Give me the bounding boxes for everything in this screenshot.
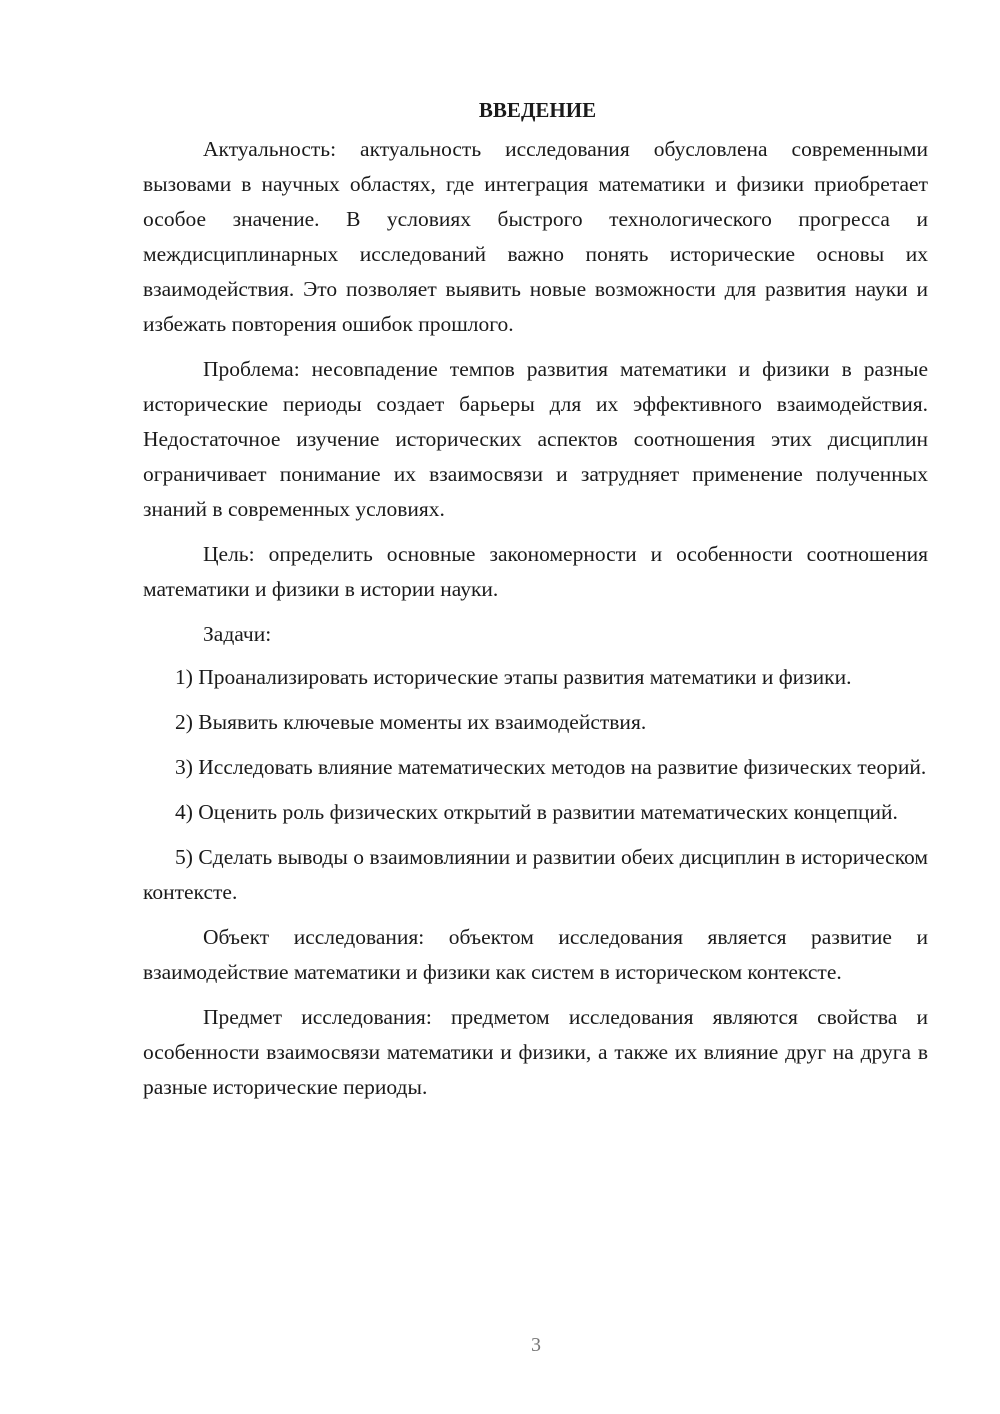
section-title: ВВЕДЕНИЕ: [478, 98, 597, 122]
paragraph-goal: Цель: определить основные закономерности и особенности соотношения математики и физики в истории науки.: [143, 542, 928, 601]
tasks-list: [143, 660, 928, 910]
paragraph-subject: Предмет исследования: предметом исследования являются свойства и особенности взаимосвязи математики и физики, а также их влияние друг на друга в разные исторические периоды.: [143, 1005, 928, 1099]
page-number: 3: [531, 1334, 541, 1356]
paragraph-relevance: Актуальность: актуальность исследования обусловлена современными вызовами в научных областях, где интеграция математики и физики приобретает особое значение. В условиях быстрого технологического прогресса и междисциплинарных исследований важно понять исторические основы их взаимодействия. Это позволяет выявить новые возможности для развития науки и избежать повторения ошибок прошлого.: [143, 137, 928, 336]
document-page: [143, 96, 928, 1115]
paragraph-problem: Проблема: несовпадение темпов развития математики и физики в разные исторические периоды создает барьеры для их эффективного взаимодействия. Недостаточное изучение исторических аспектов соотношения этих дисциплин ограничивает понимание их взаимосвязи и затрудняет применение полученных знаний в современных условиях.: [143, 357, 928, 521]
task-item-4: 4) Оценить роль физических открытий в развитии математических концепций.: [175, 800, 898, 824]
task-item-2: 2) Выявить ключевые моменты их взаимодействия.: [175, 710, 647, 734]
task-item-1: 1) Проанализировать исторические этапы развития математики и физики.: [175, 665, 852, 689]
tasks-label: Задачи:: [203, 622, 272, 646]
paragraph-object: Объект исследования: объектом исследования является развитие и взаимодействие математики и физики как систем в историческом контексте.: [143, 925, 928, 984]
task-item-5: 5) Сделать выводы о взаимовлиянии и развитии обеих дисциплин в историческом контексте.: [143, 845, 928, 904]
task-item-3: 3) Исследовать влияние математических методов на развитие физических теорий.: [175, 755, 927, 779]
